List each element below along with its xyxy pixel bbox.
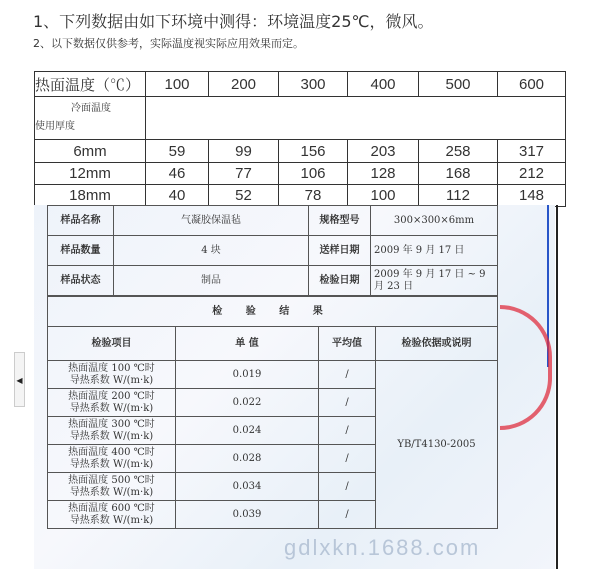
- item-cell: [48, 417, 176, 445]
- cell: 148: [498, 185, 566, 207]
- note-line-2: 2、以下数据仅供参考，实际温度视实际应用效果而定。: [33, 37, 304, 50]
- col-header: 200: [209, 72, 279, 97]
- caret-left-icon: ◀: [16, 376, 23, 385]
- item-line: 导热系数 W/(m·k): [69, 486, 154, 498]
- value-cell: 0.028: [176, 445, 319, 473]
- cell: 156: [279, 140, 348, 163]
- value-cell: 0.039: [176, 501, 319, 529]
- info-value: 4 块: [114, 236, 309, 266]
- cell: 52: [209, 185, 279, 207]
- col-header: 平均值: [319, 327, 376, 361]
- results-table: [47, 296, 498, 529]
- item-cell: [48, 389, 176, 417]
- cell: 317: [498, 140, 566, 163]
- cell: 212: [498, 163, 566, 185]
- item-line: 导热系数 W/(m·k): [69, 430, 154, 442]
- item-line: 导热系数 W/(m·k): [69, 374, 154, 386]
- info-key: 样品数量: [48, 236, 114, 266]
- avg-cell: /: [319, 361, 376, 389]
- value-cell: 0.022: [176, 389, 319, 417]
- col-header: 500: [419, 72, 498, 97]
- avg-cell: /: [319, 389, 376, 417]
- standard-cell: YB/T4130-2005: [376, 361, 498, 529]
- col-header: 400: [348, 72, 419, 97]
- table-row: [35, 140, 566, 163]
- col-header: 100: [146, 72, 209, 97]
- info-key: 检验日期: [309, 266, 371, 296]
- note-line-1: 1、下列数据由如下环境中测得：环境温度25℃，微风。: [33, 12, 434, 31]
- item-cell: [48, 473, 176, 501]
- value-cell: 0.019: [176, 361, 319, 389]
- thickness: 18mm: [35, 185, 146, 207]
- empty-cell: [146, 97, 566, 140]
- item-line: 热面温度 300 ℃时: [68, 418, 155, 430]
- avg-cell: /: [319, 417, 376, 445]
- thickness: 6mm: [35, 140, 146, 163]
- avg-cell: /: [319, 473, 376, 501]
- info-key: 规格型号: [309, 206, 371, 236]
- cell: 78: [279, 185, 348, 207]
- item-line: 热面温度 500 ℃时: [68, 474, 155, 486]
- item-cell: [48, 501, 176, 529]
- dark-border-line: [556, 205, 558, 569]
- col-header: 检验项目: [48, 327, 176, 361]
- col-header: 检验依据或说明: [376, 327, 498, 361]
- cell: 203: [348, 140, 419, 163]
- item-cell: [48, 361, 176, 389]
- info-key: 样品名称: [48, 206, 114, 236]
- info-key: 送样日期: [309, 236, 371, 266]
- scroll-left-button[interactable]: [14, 352, 25, 407]
- info-value: 2009 年 9 月 17 日 ~ 9 月 23 日: [371, 266, 498, 296]
- certificate-image: [34, 205, 555, 569]
- thickness-label: 使用厚度: [35, 121, 75, 132]
- item-line: 热面温度 200 ℃时: [68, 390, 155, 402]
- item-line: 导热系数 W/(m·k): [69, 514, 154, 526]
- watermark: gdlxkn.1688.com: [284, 535, 481, 560]
- cell: 40: [146, 185, 209, 207]
- item-cell: [48, 445, 176, 473]
- info-value: 2009 年 9 月 17 日: [371, 236, 498, 266]
- cell: 100: [348, 185, 419, 207]
- red-stamp: [500, 305, 552, 430]
- cell: 128: [348, 163, 419, 185]
- cold-face-label: 冷面温度: [71, 103, 111, 114]
- cell: 46: [146, 163, 209, 185]
- cell: 112: [419, 185, 498, 207]
- cell: 59: [146, 140, 209, 163]
- sample-info-table: [47, 205, 498, 296]
- cell: 258: [419, 140, 498, 163]
- col-header: 单 值: [176, 327, 319, 361]
- thickness: 12mm: [35, 163, 146, 185]
- info-value: 制品: [114, 266, 309, 296]
- info-key: 样品状态: [48, 266, 114, 296]
- item-line: 导热系数 W/(m·k): [69, 458, 154, 470]
- table-row: [35, 185, 566, 207]
- cell: 168: [419, 163, 498, 185]
- item-line: 热面温度 600 ℃时: [68, 502, 155, 514]
- table-row: [35, 163, 566, 185]
- cell: 99: [209, 140, 279, 163]
- header-label: 热面温度（℃）: [35, 72, 146, 97]
- col-header: 300: [279, 72, 348, 97]
- avg-cell: /: [319, 501, 376, 529]
- item-line: 热面温度 400 ℃时: [68, 446, 155, 458]
- sub-label: [35, 97, 146, 140]
- cell: 77: [209, 163, 279, 185]
- avg-cell: /: [319, 445, 376, 473]
- info-value: 300×300×6mm: [371, 206, 498, 236]
- info-value: 气凝胶保温毡: [114, 206, 309, 236]
- item-line: 热面温度 100 ℃时: [68, 362, 155, 374]
- temperature-table: [34, 71, 566, 207]
- value-cell: 0.034: [176, 473, 319, 501]
- item-line: 导热系数 W/(m·k): [69, 402, 154, 414]
- value-cell: 0.024: [176, 417, 319, 445]
- results-title: 检 验 结 果: [48, 297, 498, 327]
- cell: 106: [279, 163, 348, 185]
- col-header: 600: [498, 72, 566, 97]
